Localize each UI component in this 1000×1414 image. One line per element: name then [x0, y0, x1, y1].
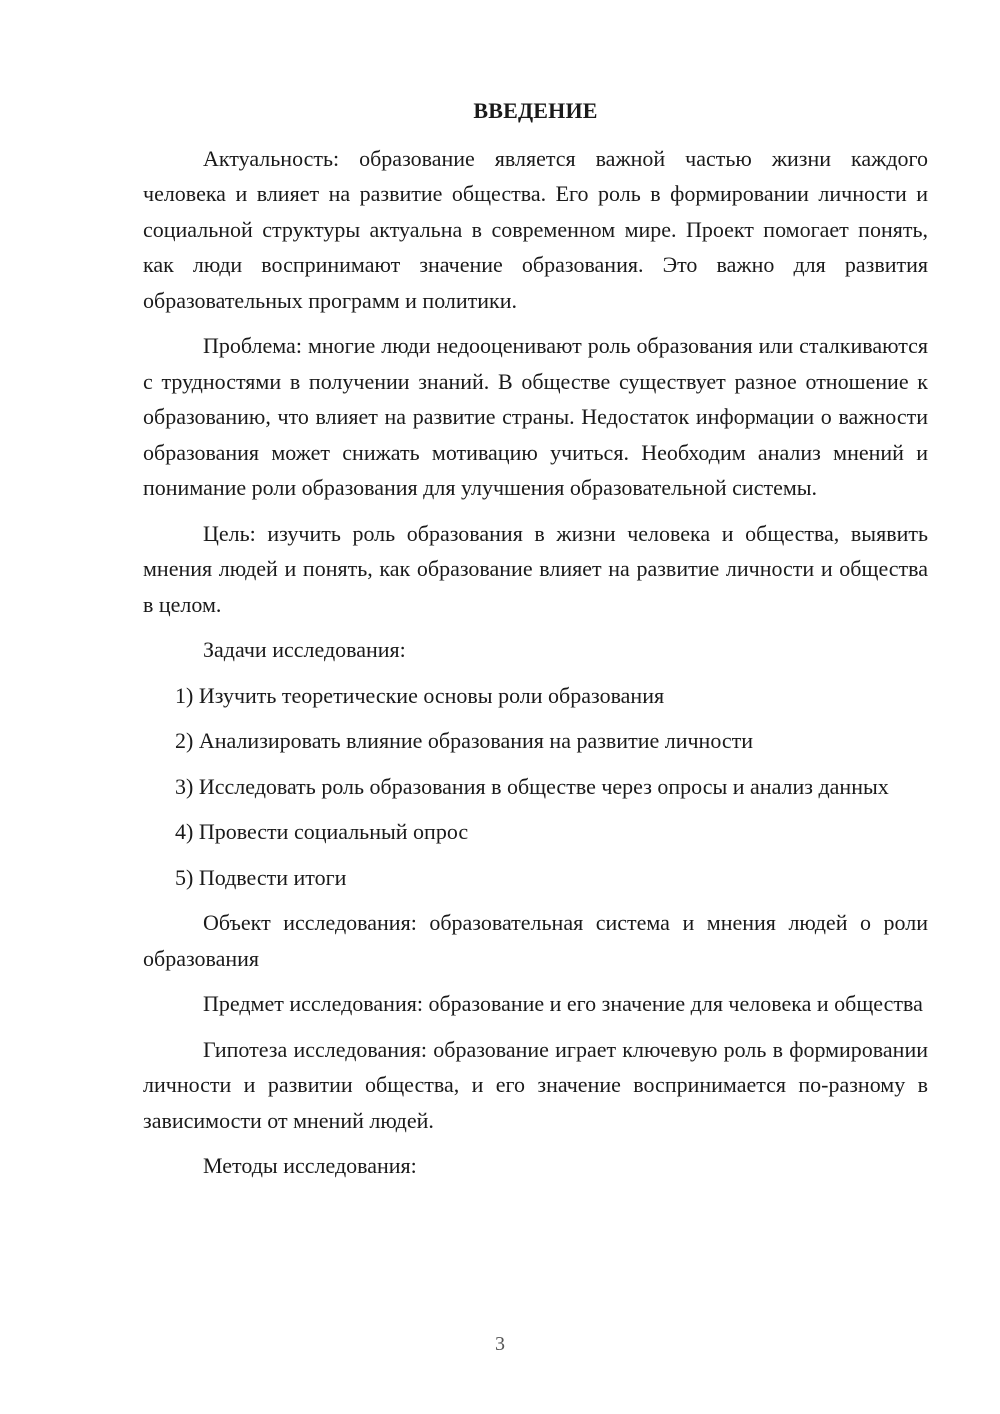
page-body	[143, 93, 928, 1194]
list-item: 1) Изучить теоретические основы роли образования	[175, 682, 665, 708]
list-item: 2) Анализировать влияние образования на развитие личности	[175, 728, 754, 753]
list-item: 5) Подвести итоги	[175, 864, 347, 890]
paragraph-hypothesis: Гипотеза исследования: образование играет ключевую роль в формировании личности и развитии общества, и его значение воспринимается по-разному в зависимости от мнений людей.	[143, 1036, 928, 1133]
paragraph-problem: Проблема: многие люди недооценивают роль образования или сталкиваются с трудностями в получении знаний. В обществе существует разное отношение к образованию, что влияет на развитие страны. Недостаток информации о важности образования может снижать мотивацию учиться. Необходим анализ мнений и понимание роли образования для улучшения образовательной системы.	[143, 333, 928, 500]
paragraph-goal: Цель: изучить роль образования в жизни человека и общества, выявить мнения людей и понять, как образование влияет на развитие личности и общества в целом.	[143, 520, 928, 617]
paragraph-relevance: Актуальность: образование является важной частью жизни каждого человека и влияет на развитие общества. Его роль в формировании личности и социальной структуры актуальна в современном мире. Проект помогает понять, как люди воспринимают значение образования. Это важно для развития образовательных программ и политики.	[143, 145, 928, 313]
tasks-list	[143, 678, 928, 896]
list-item: 3) Исследовать роль образования в обществе через опросы и анализ данных	[175, 773, 889, 799]
paragraph-object: Объект исследования: образовательная система и мнения людей о роли образования	[143, 910, 928, 971]
list-item: 4) Провести социальный опрос	[175, 819, 469, 844]
section-title: ВВЕДЕНИЕ	[473, 98, 598, 123]
methods-heading: Методы исследования:	[203, 1153, 417, 1178]
tasks-heading: Задачи исследования:	[203, 637, 406, 662]
paragraph-subject: Предмет исследования: образование и его значение для человека и общества	[203, 991, 923, 1016]
page-number: 3	[495, 1333, 505, 1355]
